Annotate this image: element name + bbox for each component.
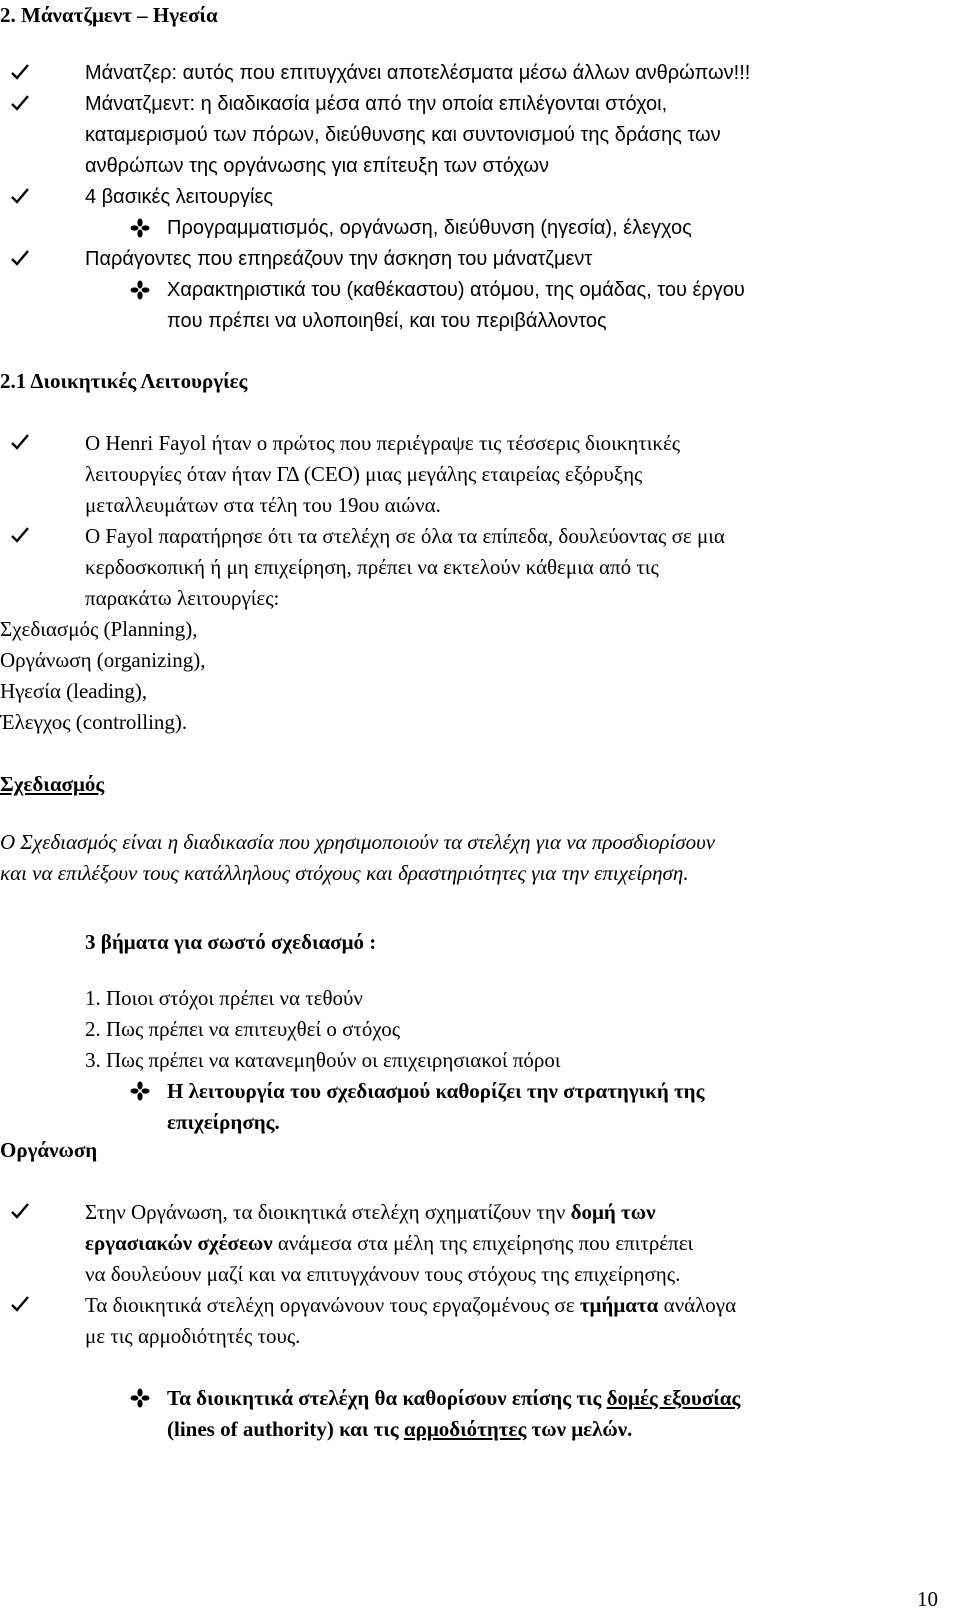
planning-definition-line: και να επιλέξουν τους κατάλληλους στόχους και δραστηριότητες για την επιχείρηση.	[0, 861, 689, 885]
bullet-item	[10, 1197, 950, 1290]
org-bold-text: δομή των	[570, 1200, 656, 1224]
fayol-paragraph-line: κερδοσκοπική ή μη επιχείρηση, πρέπει να εκτελούν κάθεμια από τις	[85, 555, 659, 579]
strategy-bullet	[10, 1076, 950, 1138]
fayol-paragraph-line: Ο Fayol παρατήρησε ότι τα στελέχη σε όλα τα επίπεδα, δουλεύοντας σε μια	[85, 524, 725, 548]
checkmark-icon	[10, 1294, 30, 1314]
authority-text: των μελών.	[526, 1417, 633, 1441]
bullet-item	[10, 428, 950, 521]
planning-heading: Σχεδιασμός	[0, 772, 105, 796]
function-item: Ηγεσία (leading),	[0, 679, 148, 703]
diamond-bullet-icon	[130, 1388, 150, 1408]
checkmark-icon	[10, 525, 30, 545]
functions-list	[0, 614, 205, 738]
factors-sub-line: που πρέπει να υλοποιηθεί, και του περιβάλλοντος	[167, 310, 607, 332]
main-heading: 2. Μάνατζμεντ – Ηγεσία	[0, 3, 218, 27]
strategy-line: επιχείρησης.	[167, 1110, 280, 1134]
sub-bullet-item	[10, 275, 950, 337]
functions-list-text: Προγραμματισμός, οργάνωση, διεύθυνση (ηγεσία), έλεγχος	[167, 217, 692, 239]
authority-underlined-text: δομές εξουσίας	[606, 1386, 741, 1410]
authority-bullet	[10, 1383, 950, 1445]
checkmark-icon	[10, 432, 30, 452]
checkmark-icon	[10, 93, 30, 113]
fayol-paragraph-line: λειτουργίες όταν ήταν ΓΔ (CEO) μιας μεγάλης εταιρείας εξόρυξης	[85, 462, 643, 486]
intro-section	[10, 58, 950, 337]
step-item: 1. Ποιοι στόχοι πρέπει να τεθούν	[85, 986, 363, 1010]
bullet-item	[10, 521, 950, 614]
org-bold-text: τμήματα	[579, 1293, 659, 1317]
authority-line	[167, 1383, 740, 1414]
planning-definition-line: Ο Σχεδιασμός είναι η διαδικασία που χρησιμοποιούν τα στελέχη για να προσδιορίσουν	[0, 830, 716, 854]
page-number: 10	[917, 1587, 938, 1611]
planning-definition	[0, 827, 715, 889]
checkmark-icon	[10, 248, 30, 268]
authority-text: (lines of authority) και τις	[167, 1417, 404, 1441]
checkmark-icon	[10, 186, 30, 206]
org-paragraph-line	[85, 1228, 693, 1259]
function-item: Έλεγχος (controlling).	[0, 710, 188, 734]
organizing-section	[10, 1197, 950, 1352]
org-bold-text: εργασιακών σχέσεων	[85, 1231, 273, 1255]
organizing-heading: Οργάνωση	[0, 1138, 98, 1162]
bullet-item	[10, 244, 950, 275]
org-text: ανάλογα	[658, 1293, 737, 1317]
section-heading-2-1: 2.1 Διοικητικές Λειτουργίες	[0, 369, 248, 393]
fayol-paragraph-line: μεταλλευμάτων στα τέλη του 19ου αιώνα.	[85, 493, 441, 517]
diamond-bullet-icon	[130, 1081, 150, 1101]
checkmark-icon	[10, 1201, 30, 1221]
management-definition-line: καταμερισμού των πόρων, διεύθυνσης και συντονισμού της δράσης των	[85, 124, 721, 146]
org-paragraph-line: με τις αρμοδιότητές τους.	[85, 1324, 301, 1348]
bullet-item	[10, 58, 950, 89]
management-definition-line: Μάνατζμεντ: η διαδικασία μέσα από την οποία επιλέγονται στόχοι,	[85, 93, 668, 115]
checkmark-icon	[10, 62, 30, 82]
factors-text: Παράγοντες που επηρεάζουν την άσκηση του μάνατζμεντ	[85, 248, 593, 270]
factors-sub-line: Χαρακτηριστικά του (καθέκαστου) ατόμου, της ομάδας, του έργου	[167, 279, 745, 301]
org-paragraph-line: να δουλεύουν μαζί και να επιτυγχάνουν τους στόχους της επιχείρησης.	[85, 1262, 681, 1286]
org-text: ανάμεσα στα μέλη της επιχείρησης που επιτρέπει	[272, 1231, 694, 1255]
diamond-bullet-icon	[130, 280, 150, 300]
four-functions-text: 4 βασικές λειτουργίες	[85, 186, 274, 208]
org-text: Τα διοικητικά στελέχη οργανώνουν τους εργαζομένους σε	[85, 1293, 580, 1317]
function-item: Οργάνωση (organizing),	[0, 648, 206, 672]
steps-heading: 3 βήματα για σωστό σχεδιασμό :	[85, 930, 377, 954]
authority-underlined-text: αρμοδιότητες	[403, 1417, 527, 1441]
org-paragraph-line	[85, 1290, 736, 1321]
fayol-paragraph-line: Ο Henri Fayol ήταν ο πρώτος που περιέγραψε τις τέσσερις διοικητικές	[85, 431, 681, 455]
authority-text: Τα διοικητικά στελέχη θα καθορίσουν επίσης τις	[167, 1386, 607, 1410]
step-item: 3. Πως πρέπει να κατανεμηθούν οι επιχειρησιακοί πόροι	[85, 1048, 561, 1072]
bullet-item	[10, 182, 950, 213]
fayol-section	[10, 428, 950, 614]
management-definition-line: ανθρώπων της οργάνωσης για επίτευξη των στόχων	[85, 155, 549, 177]
function-item: Σχεδιασμός (Planning),	[0, 617, 198, 641]
org-text: Στην Οργάνωση, τα διοικητικά στελέχη σχηματίζουν την	[85, 1200, 571, 1224]
manager-definition: Μάνατζερ: αυτός που επιτυγχάνει αποτελέσματα μέσω άλλων ανθρώπων!!!	[85, 62, 751, 84]
sub-bullet-item	[10, 213, 950, 244]
step-item: 2. Πως πρέπει να επιτευχθεί ο στόχος	[85, 1017, 401, 1041]
strategy-line: Η λειτουργία του σχεδιασμού καθορίζει την στρατηγική της	[167, 1079, 705, 1103]
diamond-bullet-icon	[130, 218, 150, 238]
authority-line	[167, 1414, 740, 1445]
bullet-item	[10, 89, 950, 182]
bullet-item	[10, 1290, 950, 1352]
org-paragraph-line	[85, 1197, 693, 1228]
fayol-paragraph-line: παρακάτω λειτουργίες:	[85, 586, 280, 610]
steps-list	[85, 983, 561, 1076]
